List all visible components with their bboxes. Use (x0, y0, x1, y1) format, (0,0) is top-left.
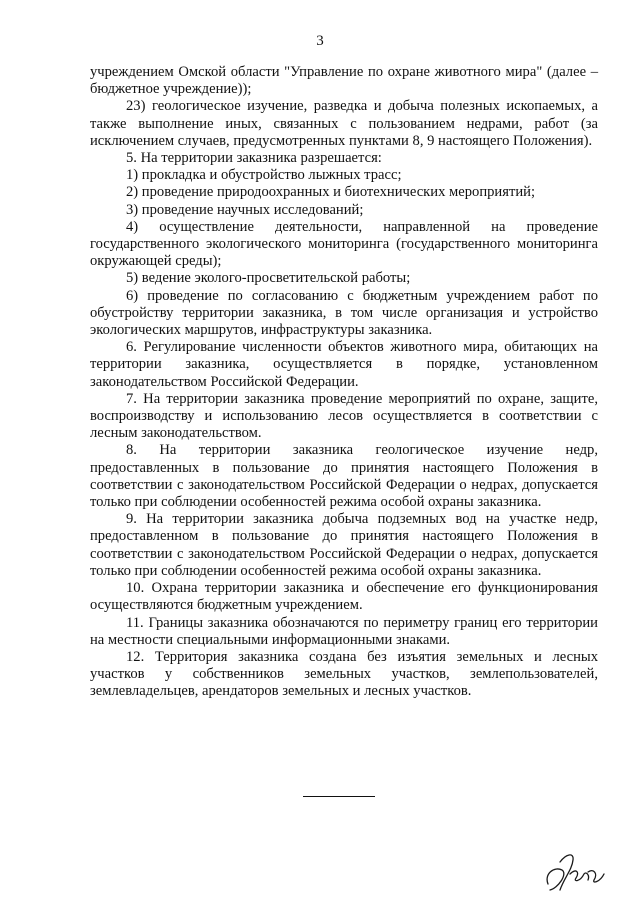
paragraph: 3) проведение научных исследований; (126, 201, 364, 218)
paragraph: 23) геологическое изучение, разведка и добыча полезных ископаемых, а также выполнение иных, связанных с пользованием недрами, работ (за исключением случаев, предусмотренных пунктами 8, 9 настоящего Положения). (90, 98, 598, 149)
paragraph: 6. Регулирование численности объектов животного мира, обитающих на территории заказника, осуществляется в порядке, установленном законодательством Российской Федерации. (90, 339, 598, 390)
paragraph: 4) осуществление деятельности, направленной на проведение государственного экологического мониторинга (государственного мониторинга окружающей среды); (90, 218, 598, 270)
paragraph: учреждением Омской области "Управление по охране животного мира" (далее – бюджетное учреждение)); (90, 64, 598, 98)
paragraph: 12. Территория заказника создана без изъятия земельных и лесных участков у собственников земельных участков, землепользователей, землевладельцев, арендаторов земельных и лесных участков. (90, 648, 598, 700)
paragraph: 2) проведение природоохранных и биотехнических мероприятий; (126, 184, 536, 201)
paragraph: 6) проведение по согласованию с бюджетным учреждением работ по обустройству территории заказника, в том числе организация и устройство экологических маршрутов, инфраструктуры заказника. (90, 287, 598, 339)
paragraph: 5. На территории заказника разрешается: (126, 150, 382, 167)
paragraph: 9. На территории заказника добыча подземных вод на участке недр, предоставленном в пользование до принятия настоящего Положения в соответствии с законодательством Российской Федерации о недрах, допускается только при соблюдении особенностей режима особой охраны заказника. (90, 511, 598, 579)
document-body (90, 64, 598, 701)
handwritten-initials-signature (540, 844, 610, 894)
paragraph: 8. На территории заказника геологическое изучение недр, предоставленных в пользование до принятия настоящего Положения в соответствии с законодательством Российской Федерации о недрах, допускается только при соблюдении особенностей режима особой охраны заказника. (90, 442, 598, 511)
end-of-text-rule (303, 796, 375, 797)
paragraph: 1) прокладка и обустройство лыжных трасс; (126, 167, 402, 184)
paragraph: 7. На территории заказника проведение мероприятий по охране, защите, воспроизводству и использованию лесов осуществляется в соответствии с лесным законодательством. (90, 390, 598, 442)
paragraph: 10. Охрана территории заказника и обеспечение его функционирования осуществляются бюджетным учреждением. (90, 580, 598, 614)
paragraph: 11. Границы заказника обозначаются по периметру границ его территории на местности специальными информационными знаками. (90, 614, 598, 648)
page-number: 3 (316, 33, 324, 49)
paragraph: 5) ведение эколого-просветительской работы; (126, 270, 411, 287)
